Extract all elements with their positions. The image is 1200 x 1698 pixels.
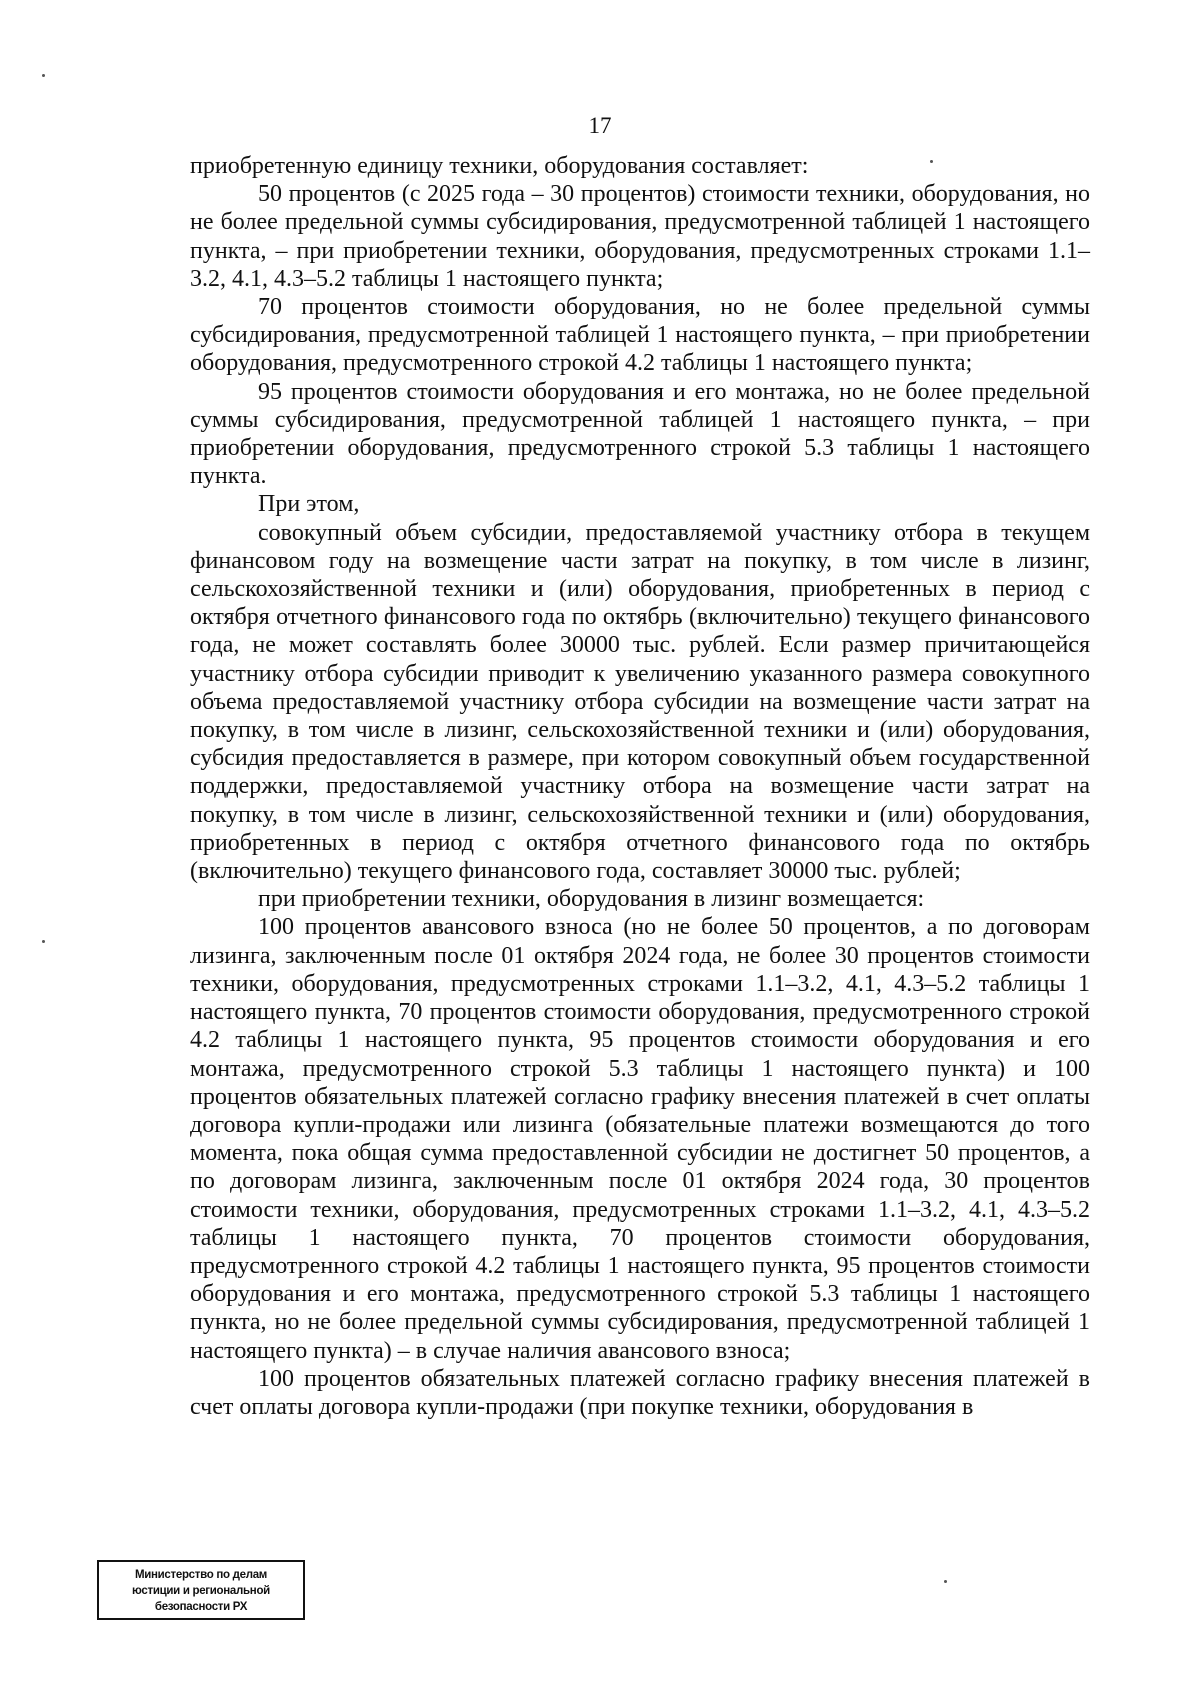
stamp-line-3: безопасности РХ (154, 1601, 248, 1613)
stamp-line-1: Министерство по делам (134, 1569, 268, 1581)
paragraph-advance-payment: 100 процентов авансового взноса (но не более 50 процентов, а по договорам лизинга, заключенным после 01 октября 2024 года, не более 30 процентов стоимости техники, оборудования, предусмотренных строками 1.1–3.2, 4.1, 4.3–5.2 таблицы 1 настоящего пункта, 70 процентов стоимости оборудования, предусмотренного строкой 4.2 таблицы 1 настоящего пункта, 95 процентов стоимости оборудования и его монтажа, предусмотренного строкой 5.3 таблицы 1 настоящего пункта) и 100 процентов обязательных платежей согласно графику внесения платежей в счет оплаты договора купли-продажи или лизинга (обязательные платежи возмещаются до того момента, пока общая сумма предоставленной субсидии не достигнет 50 процентов, а по договорам лизинга, заключенным после 01 октября 2024 года, 30 процентов стоимости техники, оборудования, предусмотренных строками 1.1–3.2, 4.1, 4.3–5.2 таблицы 1 настоящего пункта, 70 процентов стоимости оборудования, предусмотренного строкой 4.2 таблицы 1 настоящего пункта, 95 процентов стоимости оборудования и его монтажа, предусмотренного строкой 5.3 таблицы 1 настоящего пункта, но не более предельной суммы субсидирования, предусмотренной таблицей 1 настоящего пункта) – в случае наличия авансового взноса; (190, 914, 1090, 1364)
paragraph-continuation: приобретенную единицу техники, оборудования составляет: (190, 153, 809, 179)
scan-speck (42, 940, 45, 943)
stamp-line-2: юстиции и региональной (132, 1585, 270, 1597)
paragraph-leasing-intro: при приобретении техники, оборудования в лизинг возмещается: (258, 886, 925, 913)
paragraph-50-percent: 50 процентов (с 2025 года – 30 процентов) стоимости техники, оборудования, но не более предельной суммы субсидирования, предусмотренной таблицей 1 настоящего пункта, – при приобретении техники, оборудования, предусмотренных строками 1.1–3.2, 4.1, 4.3–5.2 таблицы 1 настоящего пункта; (190, 181, 1090, 292)
ministry-stamp (97, 1560, 305, 1620)
paragraph-pri-etom: При этом, (258, 491, 360, 518)
scan-speck (944, 1580, 947, 1583)
paragraph-total-subsidy: совокупный объем субсидии, предоставляемой участнику отбора в текущем финансовом году на возмещение части затрат на покупку, в том числе в лизинг, сельскохозяйственной техники и (или) оборудования, приобретенных в период с октября отчетного финансового года по октябрь (включительно) текущего финансового года, не может составлять более 30000 тыс. рублей. Если размер причитающейся участнику отбора субсидии приводит к увеличению указанного размера совокупного объема предоставляемой участнику отбора субсидии на возмещение части затрат на покупку, в том числе в лизинг, сельскохозяйственной техники и (или) оборудования, субсидия предоставляется в размере, при котором совокупный объем государственной поддержки, предоставляемой участнику отбора на возмещение части затрат на покупку, в том числе в лизинг, сельскохозяйственной техники и (или) оборудования, приобретенных в период с октября отчетного финансового года по октябрь (включительно) текущего финансового года, составляет 30000 тыс. рублей; (190, 519, 1090, 885)
paragraph-mandatory-payments: 100 процентов обязательных платежей согласно графику внесения платежей в счет оплаты договора купли-продажи (при покупке техники, оборудования в (190, 1365, 1090, 1420)
document-body (190, 152, 1090, 1421)
page-number: 17 (588, 113, 612, 138)
scan-speck (42, 74, 45, 77)
paragraph-95-percent: 95 процентов стоимости оборудования и его монтажа, но не более предельной суммы субсидирования, предусмотренной таблицей 1 настоящего пункта, – при приобретении оборудования, предусмотренного строкой 5.3 таблицы 1 настоящего пункта. (190, 378, 1090, 490)
scan-speck (930, 160, 933, 163)
paragraph-70-percent: 70 процентов стоимости оборудования, но не более предельной суммы субсидирования, предусмотренной таблицей 1 настоящего пункта, – при приобретении оборудования, предусмотренного строкой 4.2 таблицы 1 настоящего пункта; (190, 294, 1090, 377)
